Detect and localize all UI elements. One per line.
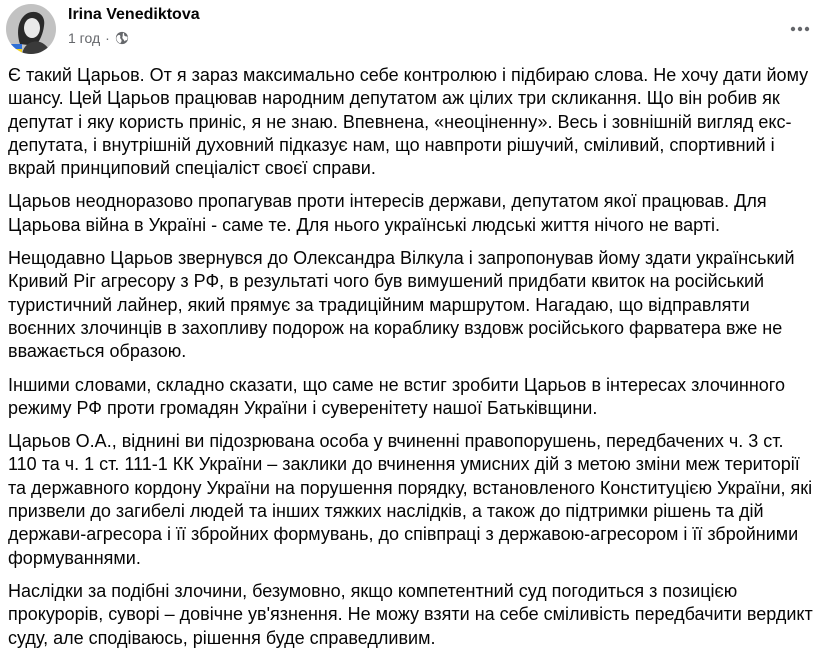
avatar[interactable] [6,4,56,54]
avatar-photo [6,4,56,54]
meta-separator: · [105,30,110,46]
more-options-button[interactable] [784,12,816,44]
post-paragraph: Нещодавно Царьов звернувся до Олександра Вілкула і запропонував йому здати український Кривий Ріг агресору з РФ, в результаті чого був вимушений придбати квиток на російський туристичний лайнер, який прямує за традиційним маршрутом. Нагадаю, що відправляти воєнних злочинців в захопливу подорож на кораблику вздовж російського фарватера вже не вважається образою. [8,248,795,362]
post-timestamp[interactable]: 1 год [68,30,101,46]
post-meta [68,30,129,46]
post-header [6,0,816,62]
post-paragraph: Іншими словами, складно сказати, що саме не встиг зробити Царьов в інтересах злочинного режиму РФ проти громадян України і суверенітету нашої Батьківщини. [8,374,785,418]
post-text [6,62,816,650]
post-paragraph: Є такий Царьов. От я зараз максимально себе контролюю і підбираю слова. Не хочу дати йому шансу. Цей Царьов працював народним депутатом аж цілих три скликання. Що він робив як депутат і яку користь приніс, я не знаю. Впевнена, «неоціненну». Весь і зовнішній вигляд екс-депутата, і внутрішній духовний підказує нам, що навпроти рішучий, сміливий, спортивний і вкрай принциповий спеціаліст своєї справи. [8,65,809,179]
post-paragraph: Царьов О.А., віднині ви підозрювана особа у вчиненні правопорушень, передбачених ч. 3 ст. 110 та ч. 1 ст. 111-1 КК України – заклики до вчинення умисних дій з метою зміни меж території та державного кордону України на порушення порядку, встановленого Конституцією України, які призвели до загибелі людей та інших тяжких наслідків, а також до підтримки рішень та дій держави-агресора і її збройних формувань, до співпраці з державою-агресором і її збройними формуваннями. [8,431,813,568]
post-paragraph: Наслідки за подібні злочини, безумовно, якщо компетентний суд погодиться з позицією прокурорів, суворі – довічне ув'язнення. Не можу взяти на себе сміливість передбачити вердикт суду, але сподіваюсь, рішення буде справедливим. [8,580,813,648]
author-name[interactable]: Irina Venediktova [68,6,200,23]
post-paragraph: Царьов неодноразово пропагував проти інтересів держави, депутатом якої працював. Для Царьова війна в Україні - саме те. Для нього українські людські життя нічого не варті. [8,191,767,235]
more-horizontal-icon [790,19,810,37]
globe-icon[interactable] [115,31,129,45]
